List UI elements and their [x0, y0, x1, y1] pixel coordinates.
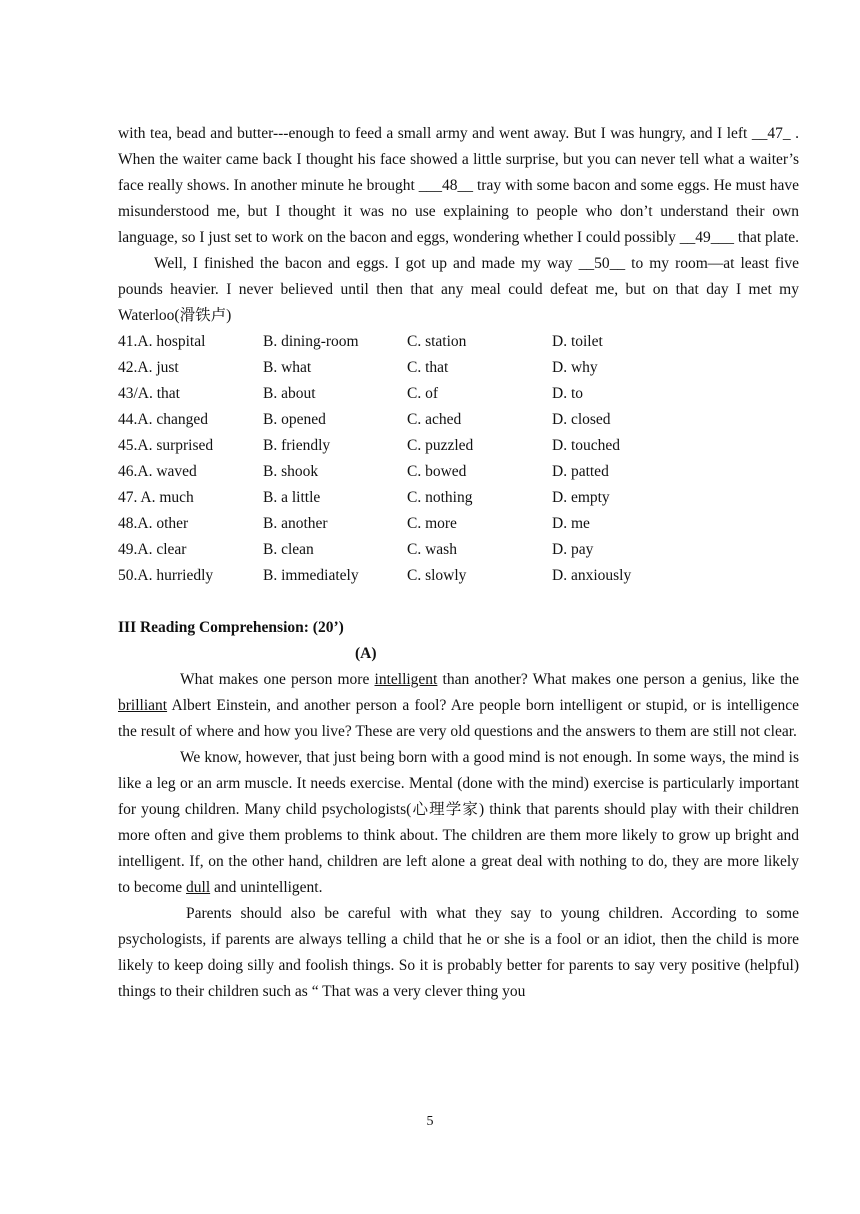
option-a: 45.A. surprised [118, 437, 214, 454]
underlined-word-intelligent: intelligent [374, 671, 438, 688]
page-number: 5 [426, 1114, 434, 1129]
option-c: C. nothing [407, 489, 473, 506]
option-c: C. puzzled [407, 437, 474, 454]
option-row [118, 355, 799, 381]
option-b: B. what [263, 359, 312, 376]
option-a: 43/A. that [118, 385, 180, 402]
reading-paragraph-2 [118, 745, 799, 901]
reading-p1-text-3: Albert Einstein, and another person a fool? Are people born intelligent or stupid, or is intelligence the result of where and how you live? These are very old questions and the answers to them are still not clear. [118, 697, 799, 740]
option-c: C. bowed [407, 463, 467, 480]
option-row [118, 407, 799, 433]
option-row [118, 459, 799, 485]
option-b: B. a little [263, 489, 321, 506]
option-d: D. patted [552, 463, 609, 480]
option-d: D. closed [552, 411, 611, 428]
option-d: D. empty [552, 489, 610, 506]
option-c: C. more [407, 515, 457, 532]
story-paragraph-1 [118, 121, 799, 251]
option-row [118, 563, 799, 589]
option-c: C. ached [407, 411, 462, 428]
option-c: C. that [407, 359, 449, 376]
option-row [118, 537, 799, 563]
option-b: B. dining-room [263, 333, 359, 350]
reading-p1-text-1: What makes one person more [180, 671, 375, 688]
option-b: B. about [263, 385, 316, 402]
option-d: D. touched [552, 437, 621, 454]
option-d: D. to [552, 385, 583, 402]
option-d: D. me [552, 515, 590, 532]
answer-options [118, 329, 799, 589]
option-b: B. friendly [263, 437, 331, 454]
option-d: D. toilet [552, 333, 603, 350]
reading-p2-text-2: and unintelligent. [210, 879, 323, 896]
story-paragraph-1-text: with tea, bead and butter---enough to feed a small army and went away. But I was hungry, and I left __47_ . When the waiter came back I thought his face showed a little surprise, but you can never tell what a waiter’s face really shows. In another minute he brought ___48__ tray with some bacon and some eggs. He must have misunderstood me, but I thought it was no use explaining to people who don’t understand their own language, so I just set to work on the bacon and eggs, wondering whether I could possibly __49___ that plate. [118, 125, 800, 246]
option-a: 47. A. much [118, 489, 194, 506]
option-b: B. clean [263, 541, 314, 558]
option-row [118, 329, 799, 355]
underlined-word-dull: dull [186, 879, 211, 896]
option-c: C. station [407, 333, 467, 350]
option-a: 49.A. clear [118, 541, 187, 558]
option-a: 50.A. hurriedly [118, 567, 214, 584]
story-paragraph-2-text: Well, I finished the bacon and eggs. I got up and made my way __50__ to my room—at least five pounds heavier. I never believed until then that any meal could defeat me, but on that day I met my Waterloo(滑铁卢) [118, 255, 799, 324]
option-d: D. pay [552, 541, 594, 558]
option-a: 42.A. just [118, 359, 179, 376]
document-page [118, 121, 799, 1005]
story-paragraph-2 [118, 251, 799, 329]
option-c: C. slowly [407, 567, 467, 584]
option-row [118, 511, 799, 537]
underlined-word-brilliant: brilliant [118, 697, 168, 714]
reading-p1-text-2: than another? What makes one person a genius, like the [437, 671, 799, 688]
option-b: B. immediately [263, 567, 359, 584]
option-d: D. anxiously [552, 567, 632, 584]
reading-paragraph-1 [118, 667, 799, 745]
option-a: 48.A. other [118, 515, 189, 532]
reading-p2-text-1: We know, however, that just being born with a good mind is not enough. In some ways, the mind is like a leg or an arm muscle. It needs exercise. Mental (done with the mind) exercise is particularly important for young children. Many child psychologists(心理学家) think that parents should play with their children more often and give them problems to think about. The children are them more likely to grow up bright and intelligent. If, on the other hand, children are left alone a great deal with nothing to do, they are more likely to become [118, 749, 799, 896]
option-b: B. opened [263, 411, 326, 428]
section-title: III Reading Comprehension: (20’) [118, 619, 344, 636]
reading-paragraph-3 [118, 901, 799, 1005]
option-row [118, 485, 799, 511]
reading-p3-text: Parents should also be careful with what they say to young children. According to some psychologists, if parents are always telling a child that he or she is a fool or an idiot, then the child is more likely to keep doing silly and foolish things. So it is probably better for parents to say very positive (helpful) things to their children such as “ That was a very clever thing you [118, 905, 799, 1000]
option-c: C. of [407, 385, 438, 402]
option-a: 46.A. waved [118, 463, 197, 480]
option-a: 44.A. changed [118, 411, 208, 428]
option-a: 41.A. hospital [118, 333, 206, 350]
option-b: B. another [263, 515, 328, 532]
option-row [118, 433, 799, 459]
option-d: D. why [552, 359, 598, 376]
option-row [118, 381, 799, 407]
option-b: B. shook [263, 463, 319, 480]
passage-label: (A) [355, 645, 377, 662]
option-c: C. wash [407, 541, 457, 558]
